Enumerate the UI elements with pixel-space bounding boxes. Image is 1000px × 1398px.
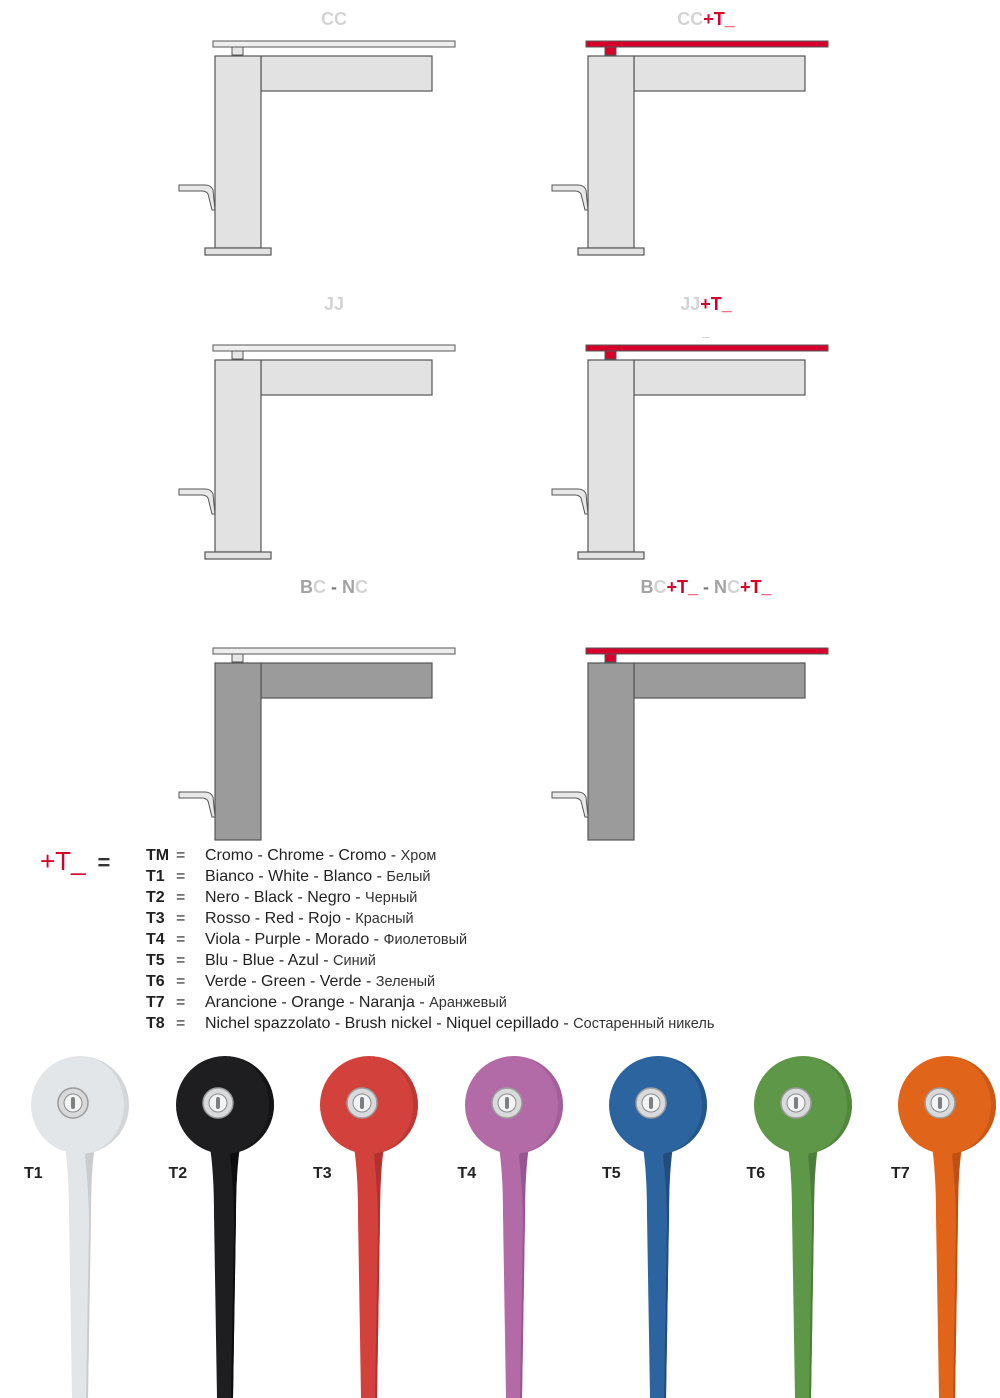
legend-row-tm: [146, 847, 436, 868]
handle-label-t3: T3: [313, 1165, 332, 1182]
legend-symbol: [40, 846, 110, 877]
legend-eq: =: [176, 889, 186, 906]
handle-stem: [497, 1135, 531, 1398]
handle-t5: [603, 1055, 713, 1398]
legend-ru: Фиолетовый: [383, 932, 468, 948]
title-part: JJ: [680, 294, 701, 314]
lever-plate: [586, 345, 828, 351]
handle-t6: [748, 1055, 858, 1398]
handle-t7: [892, 1055, 1000, 1398]
chrome-button-slot: [649, 1097, 653, 1109]
legend-eq: =: [176, 1015, 186, 1032]
title-jj-t-sub: _: [702, 322, 710, 338]
handle-stem: [352, 1135, 386, 1398]
legend-text: Viola - Purple - Morado -: [205, 931, 384, 948]
lever-plate: [586, 648, 828, 654]
legend-code: T8: [146, 1015, 165, 1032]
faucet-bc-nc: [175, 645, 465, 840]
handle-label-t5: T5: [602, 1165, 621, 1182]
chrome-button-slot: [938, 1097, 942, 1109]
faucet-jj-t: [548, 342, 838, 564]
chrome-button-slot: [794, 1097, 798, 1109]
faucet-body: [215, 360, 261, 552]
legend-row-t8: [146, 1015, 714, 1036]
faucet-bc-nc-t: [548, 645, 838, 840]
spout: [634, 360, 805, 395]
title-jj: [184, 294, 484, 315]
handle-label-t2: T2: [168, 1165, 188, 1182]
legend-ru: Белый: [386, 869, 431, 885]
drain-rod: [179, 185, 215, 210]
legend-row-t2: [146, 889, 417, 910]
legend-text: Verde - Green - Verde -: [205, 973, 376, 990]
legend-row-t3: [146, 910, 414, 931]
legend-ru: Аранжевый: [429, 995, 507, 1011]
legend-ru: Хром: [400, 848, 437, 864]
legend-row-t7: [146, 994, 507, 1015]
handle-t4: [459, 1055, 569, 1398]
legend-code: TM: [146, 847, 170, 864]
faucet-cc: [175, 38, 465, 260]
legend-ru: Синий: [333, 953, 376, 969]
title-cc-t: [556, 9, 856, 30]
title-part: +T_: [703, 9, 735, 29]
title-part: B: [640, 577, 654, 597]
legend-text: Nero - Black - Negro -: [205, 889, 366, 906]
handle-stem: [208, 1135, 242, 1398]
legend-eq: =: [176, 931, 186, 948]
lever-plate: [213, 345, 455, 351]
handle-label-t1: T1: [24, 1165, 43, 1182]
faucet-cc-t: [548, 38, 838, 260]
faucet-body: [588, 56, 634, 248]
handle-stem: [930, 1135, 964, 1398]
chrome-button-slot: [360, 1097, 364, 1109]
faucet-body: [215, 663, 261, 840]
legend-eq: =: [176, 868, 186, 885]
lever-plate: [213, 41, 455, 47]
legend-code: T6: [146, 973, 165, 990]
title-part: JJ: [323, 294, 345, 314]
handle-label-t7: T7: [891, 1165, 910, 1182]
legend-text: Blu - Blue - Azul -: [205, 952, 334, 969]
legend-text: Cromo - Chrome - Cromo -: [205, 847, 401, 864]
spout: [634, 56, 805, 91]
faucet-body: [588, 663, 634, 840]
drain-rod: [552, 185, 588, 210]
handle-label-t4: T4: [457, 1165, 477, 1182]
lever-pin: [232, 47, 243, 55]
legend-row-t6: [146, 973, 435, 994]
title-part: N: [714, 577, 727, 597]
legend-code: T5: [146, 952, 165, 969]
title-part: +T_: [740, 577, 772, 597]
lever-plate: [213, 648, 455, 654]
title-jj-t: [556, 294, 856, 315]
legend-equals: =: [97, 850, 111, 875]
title-cc: [184, 9, 484, 30]
handle-t3: [314, 1055, 424, 1398]
drain-rod: [179, 792, 215, 817]
legend-code: T4: [146, 931, 165, 948]
title-part: -: [326, 577, 342, 597]
spout: [634, 663, 805, 698]
legend-text: Rosso - Red - Rojo -: [205, 910, 356, 927]
lever-pin: [232, 351, 243, 359]
legend-eq: =: [176, 994, 186, 1011]
title-part: C: [355, 577, 368, 597]
title-part: B: [300, 577, 313, 597]
title-part: +T_: [700, 294, 732, 314]
chrome-button-slot: [216, 1097, 220, 1109]
drain-rod: [552, 792, 588, 817]
drain-rod: [179, 489, 215, 514]
legend-eq: =: [176, 847, 186, 864]
legend-text: Arancione - Orange - Naranja -: [205, 994, 430, 1011]
spout: [261, 663, 432, 698]
legend-code: T2: [146, 889, 165, 906]
legend-ru: Красный: [355, 911, 414, 927]
spout: [261, 360, 432, 395]
legend-ru: Зеленый: [375, 974, 436, 990]
legend-eq: =: [176, 973, 186, 990]
faucet-body: [215, 56, 261, 248]
legend-text: Nichel spazzolato - Brush nickel - Niquel cepillado -: [205, 1015, 574, 1032]
chrome-button-slot: [505, 1097, 509, 1109]
handle-t2: [170, 1055, 280, 1398]
title-part: CC: [677, 9, 704, 29]
title-bc-nc-t: [556, 577, 856, 598]
spout: [261, 56, 432, 91]
title-part: +T_: [666, 577, 698, 597]
lever-pin: [605, 654, 616, 662]
legend-eq: =: [176, 910, 186, 927]
legend-row-t1: [146, 868, 431, 889]
faucet-base: [578, 552, 644, 559]
drain-rod: [552, 489, 588, 514]
legend-text: Bianco - White - Blanco -: [205, 868, 387, 885]
faucet-base: [205, 248, 271, 255]
handle-stem: [786, 1135, 820, 1398]
title-part: C: [727, 577, 740, 597]
title-part: C: [313, 577, 326, 597]
chrome-button-slot: [71, 1097, 75, 1109]
lever-pin: [232, 654, 243, 662]
faucet-jj: [175, 342, 465, 564]
faucet-base: [205, 552, 271, 559]
title-part: N: [342, 577, 355, 597]
legend-row-t4: [146, 931, 467, 952]
handle-stem: [63, 1135, 97, 1398]
legend-code: T3: [146, 910, 165, 927]
legend-ru: Состаренный никель: [573, 1016, 715, 1032]
legend-row-t5: [146, 952, 376, 973]
title-part: -: [698, 577, 714, 597]
title-part: CC: [321, 9, 347, 29]
faucet-body: [588, 360, 634, 552]
lever-pin: [605, 47, 616, 55]
title-part: C: [653, 577, 667, 597]
handle-t1: [25, 1055, 135, 1398]
legend-ru: Черный: [365, 890, 418, 906]
legend-symbol-text: +T_: [40, 846, 86, 876]
handle-label-t6: T6: [746, 1165, 766, 1182]
title-bc-nc: [184, 577, 484, 598]
lever-pin: [605, 351, 616, 359]
lever-plate: [586, 41, 828, 47]
legend-code: T7: [146, 994, 165, 1011]
faucet-base: [578, 248, 644, 255]
legend-eq: =: [176, 952, 186, 969]
legend-code: T1: [146, 868, 165, 885]
handle-stem: [641, 1135, 675, 1398]
